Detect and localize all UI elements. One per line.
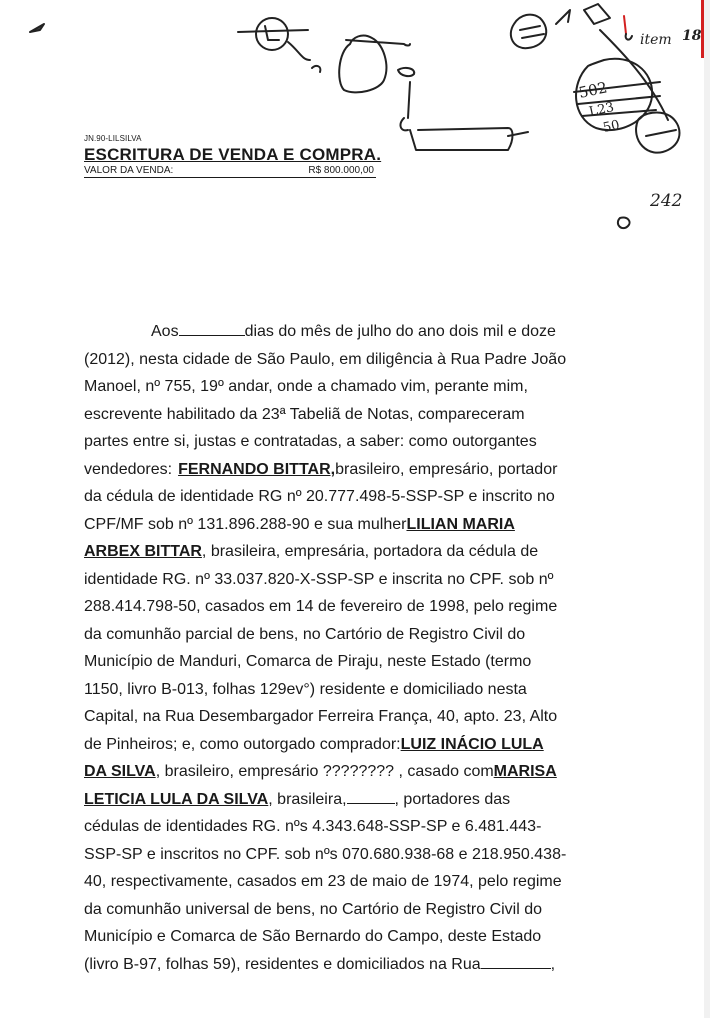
text-line: Município de Manduri, Comarca de Piraju, neste Estado (termo (84, 653, 532, 670)
buyer-name-part2: DA SILVA (84, 763, 156, 780)
svg-text:L23: L23 (587, 100, 616, 120)
text-line: 288.414.798-50, casados em 14 de fevereiro de 1998, pelo regime (84, 598, 558, 615)
text-line: de Pinheiros; e, como outorgado comprador: LUIZ INÁCIO LULA (84, 731, 614, 759)
document-reference: JN.90-LILSILVA (84, 134, 142, 143)
seller-spouse-name-part2: ARBEX BITTAR (84, 543, 202, 560)
deed-body-text (84, 318, 614, 978)
buyer-name-part1: LUIZ INÁCIO LULA (400, 735, 544, 753)
handwritten-annotations (0, 0, 710, 260)
blank-day-field (179, 318, 245, 336)
text-line: LETICIA LULA DA SILVA , brasileira, , portadores das (84, 786, 614, 814)
text-line: da comunhão universal de bens, no Cartório de Registro Civil do (84, 900, 543, 918)
text-line: Manoel, nº 755, 19º andar, onde a chamado vim, perante mim, (84, 378, 528, 395)
text-line: SSP-SP e inscritos no CPF. sob nºs 070.680.938-68 e 218.950.438- (84, 845, 567, 863)
svg-text:50: 50 (601, 117, 622, 136)
blank-address-field (481, 951, 551, 969)
seller-spouse-name-part1: LILIAN MARIA (406, 515, 515, 533)
text-line: (2012), nesta cidade de São Paulo, em diligência à Rua Padre João (84, 350, 567, 368)
text-line: identidade RG. nº 33.037.820-X-SSP-SP e inscrita no CPF. sob nº (84, 570, 554, 588)
sale-value-amount: R$ 800.000,00 (308, 165, 374, 176)
svg-text:18: 18 (682, 28, 702, 44)
document-title: ESCRITURA DE VENDA E COMPRA. (84, 145, 382, 164)
seller-name: FERNANDO BITTAR, (178, 460, 336, 478)
text-line: Capital, na Rua Desembargador Ferreira França, 40, apto. 23, Alto (84, 708, 558, 725)
text-line: escrevente habilitado da 23ª Tabeliã de Notas, compareceram (84, 405, 525, 423)
text-line: da comunhão parcial de bens, no Cartório de Registro Civil do (84, 625, 526, 643)
buyer-spouse-name-part1: MARISA (493, 763, 557, 780)
text-line: vendedores: FERNANDO BITTAR, brasileiro, empresário, portador (84, 456, 614, 484)
text-line: Município e Comarca de São Bernardo do Campo, deste Estado (84, 928, 542, 945)
text-line: ARBEX BITTAR , brasileira, empresária, portadora da cédula de (84, 538, 614, 566)
document-header (84, 134, 394, 178)
svg-text:502: 502 (577, 78, 609, 102)
text-line: da cédula de identidade RG nº 20.777.498-5-SSP-SP e inscrito no (84, 488, 555, 505)
text-line: CPF/MF sob nº 131.896.288-90 e sua mulher LILIAN MARIA (84, 511, 614, 539)
text-line: 40, respectivamente, casados em 23 de maio de 1974, pelo regime (84, 873, 562, 890)
text-line: cédulas de identidades RG. nºs 4.343.648-SSP-SP e 6.481.443- (84, 818, 542, 835)
sale-value-row (84, 165, 376, 178)
text-line: Aos dias do mês de julho do ano dois mil e doze (84, 318, 614, 346)
svg-text:item: item (640, 32, 672, 48)
text-line: (livro B-97, folhas 59), residentes e domiciliados na Rua , (84, 951, 614, 979)
svg-text:242: 242 (650, 191, 683, 211)
sale-value-label: VALOR DA VENDA: (84, 165, 174, 176)
text-line: partes entre si, justas e contratadas, a saber: como outorgantes (84, 433, 537, 450)
text-line: DA SILVA , brasileiro, empresário ???????? , casado com MARISA (84, 758, 614, 786)
buyer-spouse-name-part2: LETICIA LULA DA SILVA (84, 790, 269, 808)
text-line: 1150, livro B-013, folhas 129ev°) residente e domiciliado nesta (84, 680, 527, 698)
blank-profession-field (347, 786, 395, 804)
